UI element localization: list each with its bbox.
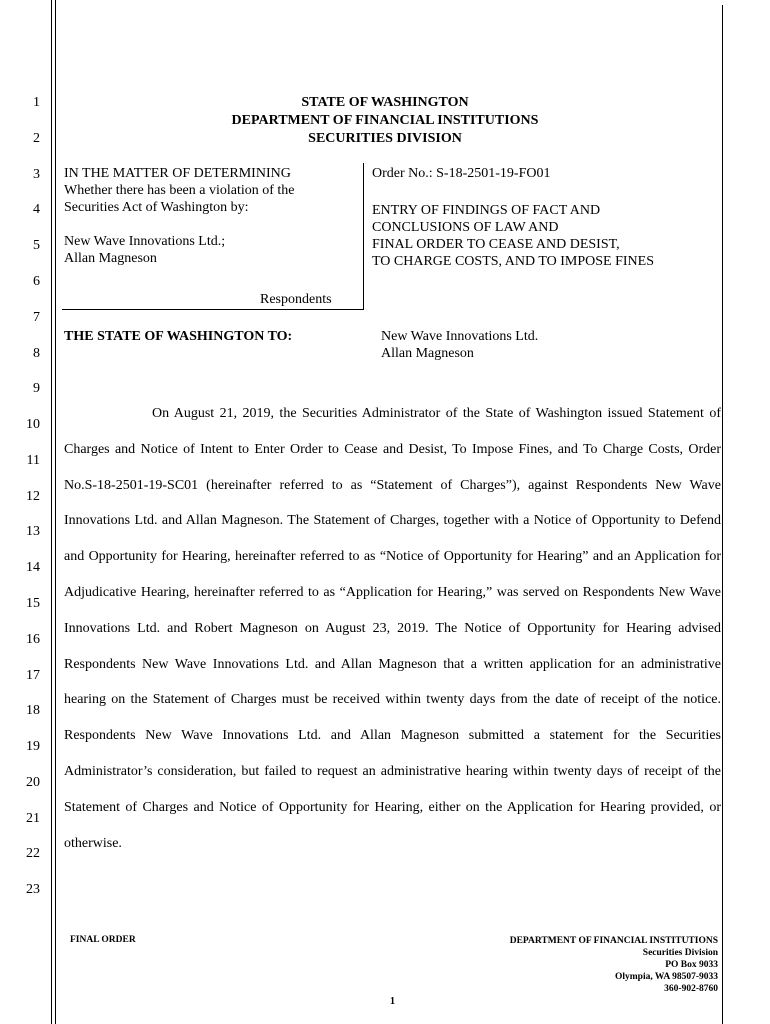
line-number: 3 [33, 167, 40, 182]
caption-bottom-rule [62, 309, 363, 310]
caption-matter-line: Securities Act of Washington by: [64, 200, 249, 215]
margin-rule-left-outer [51, 0, 52, 1024]
line-number: 9 [33, 381, 40, 396]
addressee-label: THE STATE OF WASHINGTON TO: [64, 329, 293, 344]
line-number: 13 [26, 524, 40, 539]
caption-matter-line: Allan Magneson [64, 251, 157, 266]
footer-address-line: 360-902-8760 [664, 984, 718, 994]
line-number: 14 [26, 560, 40, 575]
body-paragraph: On August 21, 2019, the Securities Administrator of the State of Washington issued Statement of Charges and Notice of Intent to Enter Order to Cease and Desist, To Impose Fines, and To Charge Costs, Order No.S-18-2501-19-SC01 (hereinafter referred to as “Statement of Charges”), against Respondents New Wave Innovations Ltd. and Allan Magneson. The Statement of Charges, together with a Notice of Opportunity to Defend and Opportunity for Hearing, hereinafter referred to as “Notice of Opportunity for Hearing” and an Application for Adjudicative Hearing, hereinafter referred to as “Application for Hearing,” was served on Respondents New Wave Innovations Ltd. and Robert Magneson on August 23, 2019. The Notice of Opportunity for Hearing advised Respondents New Wave Innovations Ltd. and Allan Magneson that a written application for an administrative hearing on the Statement of Charges must be received within twenty days from the date of receipt of the notice. Respondents New Wave Innovations Ltd. and Allan Magneson submitted a statement for the Securities Administrator’s consideration, but failed to request an administrative hearing within twenty days of receipt of the Statement of Charges and Notice of Opportunity for Hearing, either on the Application for Hearing provided, or otherwise. [64, 406, 721, 851]
line-number: 10 [26, 417, 40, 432]
footer-agency-address [510, 935, 718, 995]
line-number: 22 [26, 846, 40, 861]
footer-address-line: Olympia, WA 98507-9033 [614, 972, 718, 982]
line-number: 2 [33, 131, 40, 146]
caption-matter-line: New Wave Innovations Ltd.; [64, 234, 226, 249]
caption-matter [64, 165, 295, 267]
line-number: 17 [26, 668, 40, 683]
line-number: 1 [33, 95, 40, 110]
caption-matter-line [64, 216, 295, 233]
line-number: 5 [33, 238, 40, 253]
order-number: Order No.: S-18-2501-19-FO01 [372, 166, 551, 181]
line-number: 16 [26, 632, 40, 647]
line-number: 21 [26, 811, 40, 826]
line-number: 4 [33, 202, 40, 217]
line-number: 18 [26, 703, 40, 718]
order-title [372, 202, 654, 270]
footer-document-title: FINAL ORDER [70, 935, 136, 945]
footer-address-line: PO Box 9033 [665, 960, 718, 970]
page-number: 1 [390, 996, 395, 1007]
addressee-name: Allan Magneson [381, 346, 474, 361]
line-number: 19 [26, 739, 40, 754]
order-title-line: ENTRY OF FINDINGS OF FACT AND [372, 203, 601, 218]
footer-address-line: DEPARTMENT OF FINANCIAL INSTITUTIONS [509, 936, 718, 946]
caption-divider-rule [363, 163, 364, 310]
header-department: DEPARTMENT OF FINANCIAL INSTITUTIONS [231, 113, 539, 128]
margin-rule-right [722, 5, 723, 1024]
footer-address-line: Securities Division [642, 948, 718, 958]
order-title-line: CONCLUSIONS OF LAW AND [372, 220, 559, 235]
respondents-label: Respondents [260, 292, 332, 307]
line-number: 15 [26, 596, 40, 611]
header-state: STATE OF WASHINGTON [301, 95, 469, 110]
line-number: 20 [26, 775, 40, 790]
caption-matter-line: Whether there has been a violation of the [64, 183, 295, 198]
line-number: 12 [26, 489, 40, 504]
line-number: 7 [33, 310, 40, 325]
header-division: SECURITIES DIVISION [308, 131, 462, 146]
line-number: 11 [26, 453, 40, 468]
addressee-name: New Wave Innovations Ltd. [381, 329, 539, 344]
order-title-line: TO CHARGE COSTS, AND TO IMPOSE FINES [372, 254, 654, 269]
order-title-line: FINAL ORDER TO CEASE AND DESIST, [372, 237, 620, 252]
line-number: 6 [33, 274, 40, 289]
line-number: 23 [26, 882, 40, 897]
addressee-names [381, 328, 538, 362]
line-number: 8 [33, 346, 40, 361]
margin-rule-left-inner [55, 0, 56, 1024]
caption-matter-line: IN THE MATTER OF DETERMINING [64, 166, 291, 181]
